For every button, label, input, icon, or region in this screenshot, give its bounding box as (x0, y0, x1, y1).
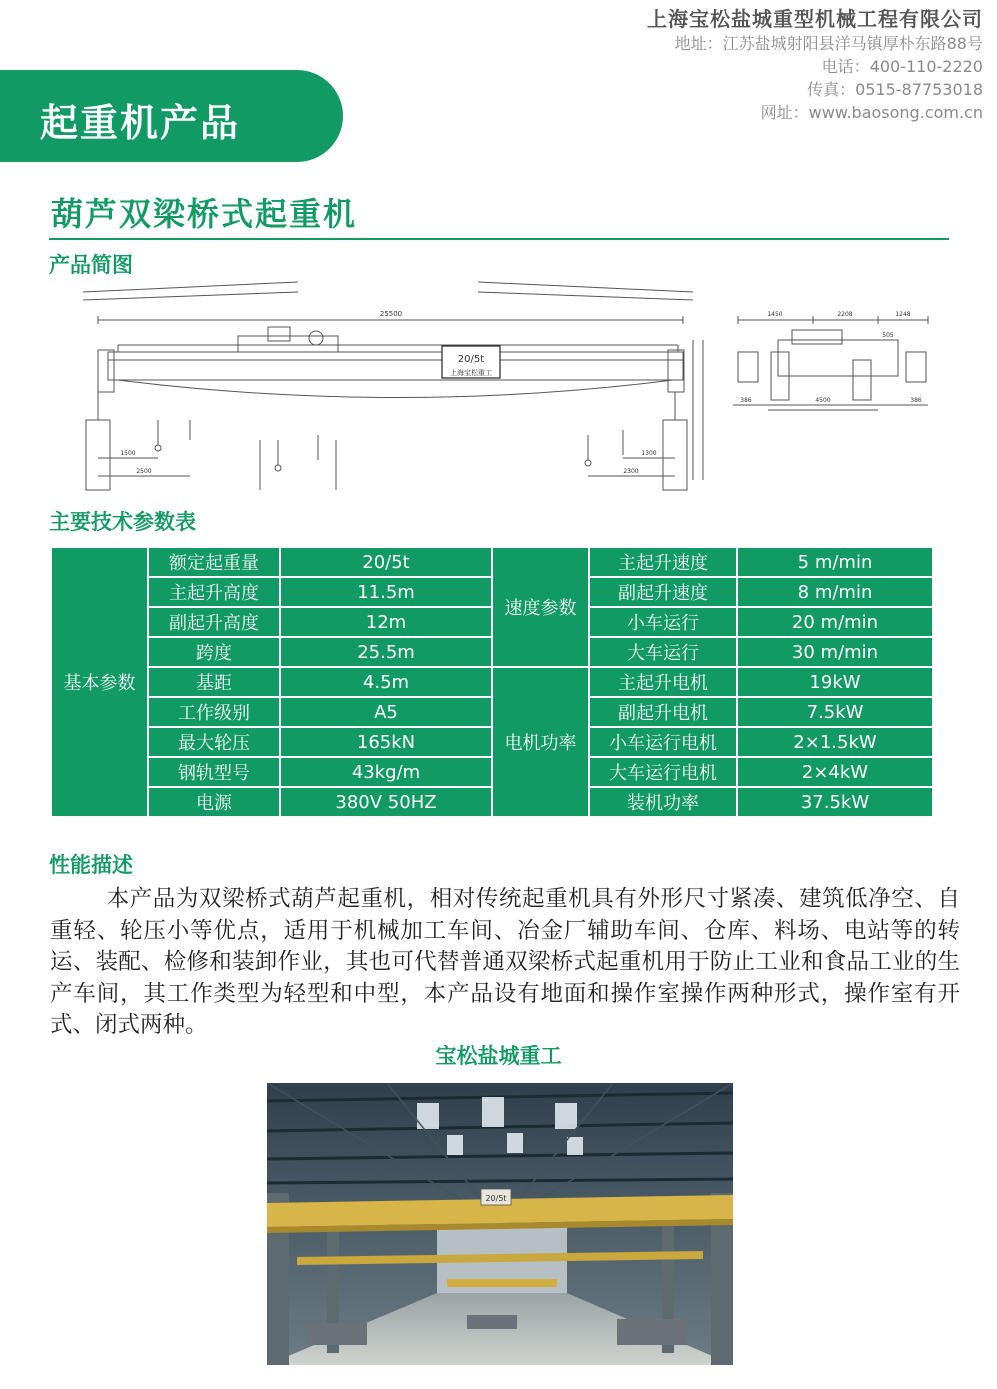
param-value: 380V 50HZ (280, 787, 492, 817)
title-divider (49, 238, 949, 240)
section-heading-performance: 性能描述 (49, 853, 133, 877)
dim-side-left-edge: 386 (740, 397, 752, 404)
param-value: 165kN (280, 727, 492, 757)
param-value: 4.5m (280, 667, 492, 697)
dim-side-right-edge: 386 (910, 397, 922, 404)
param-value: 8 m/min (737, 577, 933, 607)
drawing-load-sign: 20/5t (457, 354, 485, 365)
param-value: 7.5kW (737, 697, 933, 727)
dim-side-top-mid: 2208 (837, 311, 853, 318)
param-label: 小车运行 (589, 607, 737, 637)
crane-drawing (78, 280, 938, 500)
param-label: 跨度 (148, 637, 280, 667)
param-label: 副起升速度 (589, 577, 737, 607)
param-value: 37.5kW (737, 787, 933, 817)
param-label: 额定起重量 (148, 547, 280, 577)
company-name: 上海宝松盐城重型机械工程有限公司 (647, 7, 983, 31)
param-value: 30 m/min (737, 637, 933, 667)
group-motor: 电机功率 (492, 667, 589, 817)
param-value: 2×4kW (737, 757, 933, 787)
param-label: 小车运行电机 (589, 727, 737, 757)
dim-right-wheelbase: 1300 (641, 450, 657, 457)
param-value: A5 (280, 697, 492, 727)
param-value: 20/5t (280, 547, 492, 577)
param-label: 副起升电机 (589, 697, 737, 727)
param-value: 12m (280, 607, 492, 637)
param-value: 20 m/min (737, 607, 933, 637)
group-basic: 基本参数 (51, 547, 148, 817)
dim-side-base: 4500 (815, 397, 831, 404)
param-label: 工作级别 (148, 697, 280, 727)
photo-caption: 宝松盐城重工 (435, 1044, 562, 1068)
company-website: 网址：www.baosong.com.cn (760, 103, 983, 122)
param-label: 基距 (148, 667, 280, 697)
company-phone: 电话：400-110-2220 (821, 57, 983, 76)
section-heading-params: 主要技术参数表 (49, 510, 196, 534)
param-value: 5 m/min (737, 547, 933, 577)
param-label: 最大轮压 (148, 727, 280, 757)
group-speed: 速度参数 (492, 547, 589, 667)
drawing-maker-sign: 上海宝松重工 (450, 369, 492, 377)
dim-side-trolley: 505 (882, 332, 894, 339)
param-label: 主起升高度 (148, 577, 280, 607)
photo-load-sign: 20/5t (485, 1194, 507, 1203)
param-label: 主起升速度 (589, 547, 737, 577)
param-value: 11.5m (280, 577, 492, 607)
param-label: 电源 (148, 787, 280, 817)
table-row (51, 547, 933, 577)
dim-side-top-left: 1450 (767, 311, 783, 318)
param-label: 钢轨型号 (148, 757, 280, 787)
company-fax: 传真：0515-87753018 (807, 80, 983, 99)
table-row (51, 667, 933, 697)
crane-photo (267, 1083, 733, 1365)
param-label: 大车运行电机 (589, 757, 737, 787)
param-value: 25.5m (280, 637, 492, 667)
param-label: 装机功率 (589, 787, 737, 817)
param-label: 副起升高度 (148, 607, 280, 637)
param-label: 主起升电机 (589, 667, 737, 697)
dim-left-overall: 2500 (136, 468, 152, 475)
param-value: 19kW (737, 667, 933, 697)
product-title: 葫芦双梁桥式起重机 (51, 195, 358, 233)
param-value: 43kg/m (280, 757, 492, 787)
param-value: 2×1.5kW (737, 727, 933, 757)
dim-right-overall: 2300 (623, 468, 639, 475)
spec-table (50, 546, 934, 818)
company-info (647, 6, 983, 124)
description-text: 本产品为双梁桥式葫芦起重机，相对传统起重机具有外形尺寸紧凑、建筑低净空、自重轻、轮压小等优点，适用于机械加工车间、冶金厂辅助车间、仓库、料场、电站等的转运、装配、检修和装卸作业，其也可代替普通双梁桥式起重机用于防止工业和食品工业的生产车间，其工作类型为轻型和中型，本产品设有地面和操作室操作两种形式，操作室有开式、闭式两种。 (50, 886, 960, 1038)
category-title: 起重机产品 (40, 101, 241, 145)
dim-span: 25500 (379, 310, 403, 318)
company-address: 地址：江苏盐城射阳县洋马镇厚朴东路88号 (674, 34, 983, 53)
param-label: 大车运行 (589, 637, 737, 667)
category-banner (0, 70, 343, 162)
dim-left-wheelbase: 1500 (120, 450, 136, 457)
performance-description (50, 884, 960, 1042)
dim-side-top-right: 1248 (895, 311, 911, 318)
section-heading-diagram: 产品简图 (49, 253, 133, 277)
